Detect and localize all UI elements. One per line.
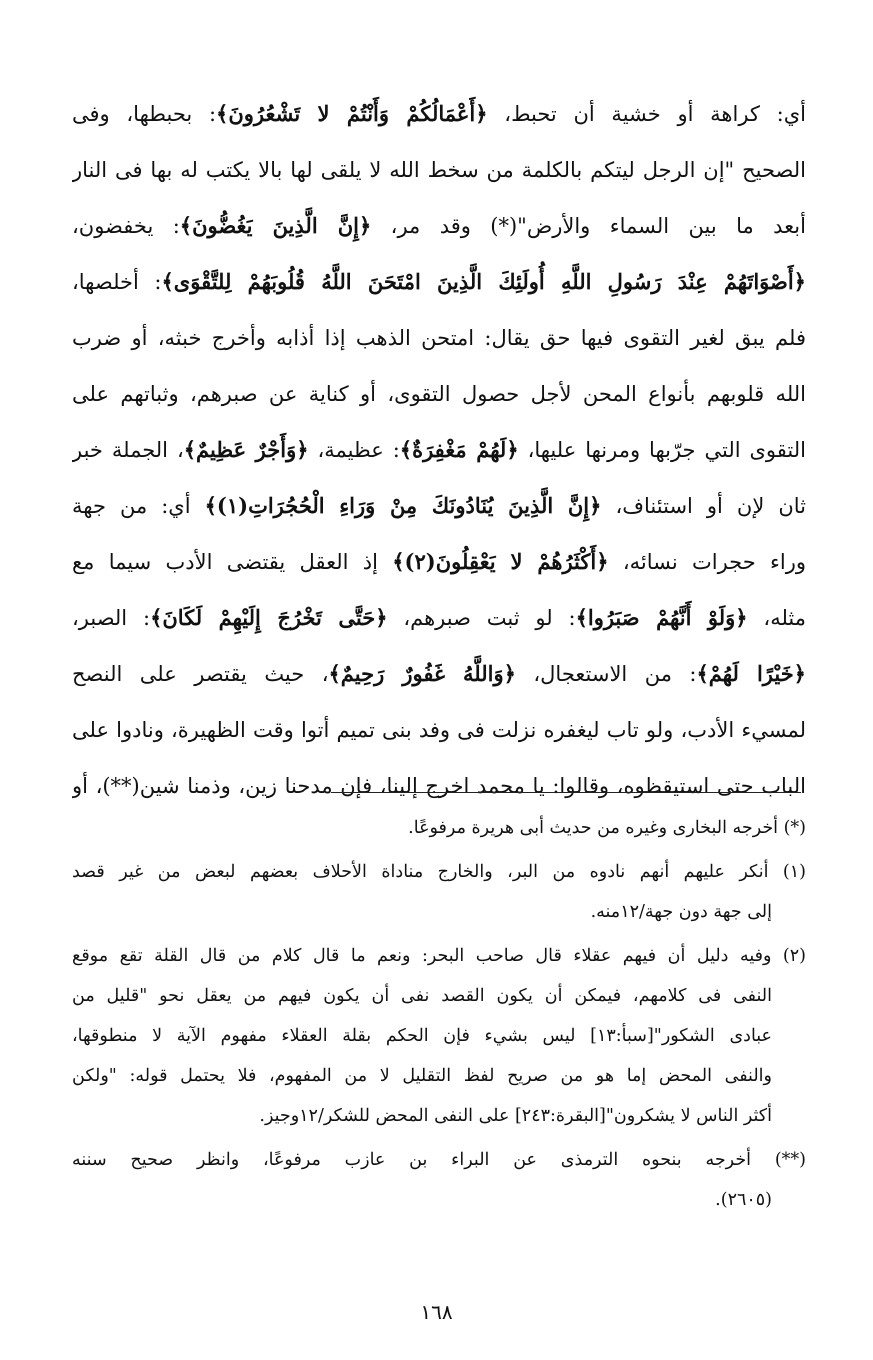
body-text: إذ العقل يقتضى الأدب سيما مع <box>72 550 393 574</box>
body-text: : الصبر، <box>72 606 151 630</box>
footnote-line: (١) أنكر عليهم أنهم نادوه من البر، والخارج مناداة الأحلاف بعضهم لبعض من غير قصد <box>72 862 806 882</box>
body-line <box>72 422 806 478</box>
body-text: أي: من جهة <box>72 494 205 518</box>
body-text: : بحبطها، وفى <box>72 102 217 126</box>
body-text: : أخلصها، <box>72 270 162 294</box>
quran-quote: ﴿أَكْثَرُهُمْ لا يَعْقِلُونَ(٢)﴾ <box>392 549 609 574</box>
footnotes <box>72 808 806 1224</box>
footnote-line: (**) أخرجه بنحوه الترمذى عن البراء بن عازب مرفوعًا، وانظر صحيح سننه <box>72 1150 806 1170</box>
quran-quote: ﴿خَيْرًا لَهُمْ﴾ <box>696 661 806 686</box>
body-line <box>72 758 806 814</box>
body-text: أبعد ما بين السماء والأرض"(*) وقد مر، <box>371 214 806 238</box>
body-text: : عظيمة، <box>308 438 400 462</box>
main-text <box>72 86 806 814</box>
body-line <box>72 534 806 590</box>
footnote <box>72 808 806 848</box>
quran-quote: ﴿لَهُمْ مَغْفِرَةٌ﴾ <box>399 437 519 462</box>
body-text: : لو ثبت صبرهم، <box>387 606 576 630</box>
footnote-line: والنفى المحض إما هو من صريح لفظ التقليل لا من المفهوم، فلا يحتمل قوله: "ولكن <box>72 1066 772 1086</box>
quran-quote: ﴿وَلَوْ أَنَّهُمْ صَبَرُوا﴾ <box>575 605 748 630</box>
footnote-line: أكثر الناس لا يشكرون"[البقرة:٢٤٣] على النفى المحض للشكر/١٢وجيز. <box>259 1106 772 1126</box>
body-text: : يخفضون، <box>72 214 180 238</box>
body-line <box>72 366 806 422</box>
body-text: ، الجملة خبر <box>72 438 184 462</box>
footnote <box>72 936 806 1136</box>
body-line <box>72 198 806 254</box>
body-line <box>72 702 806 758</box>
body-text: أي: كراهة أو خشية أن تحبط، <box>487 102 806 126</box>
quran-quote: ﴿أَصْوَاتَهُمْ عِنْدَ رَسُولِ اللَّهِ أُولَئِكَ الَّذِينَ امْتَحَنَ اللَّهُ قُلُوبَهُمْ لِلتَّقْوَى﴾ <box>161 269 806 294</box>
body-text: الله قلوبهم بأنواع المحن لأجل حصول التقوى، أو كناية عن صبرهم، وثباتهم على <box>72 382 806 406</box>
body-line <box>72 254 806 310</box>
body-line <box>72 310 806 366</box>
body-line <box>72 478 806 534</box>
body-text: فلم يبق لغير التقوى فيها حق يقال: امتحن الذهب إذا أذابه وأخرج خبثه، أو ضرب <box>72 326 806 350</box>
footnote-line: عبادى الشكور"[سبأ:١٣] ليس بشيء فإن الحكم بقلة العقلاء مفهوم الآية لا منطوقها، <box>72 1026 772 1046</box>
footnote-divider <box>331 792 801 793</box>
quran-quote: ﴿أَعْمَالُكُمْ وَأَنْتُمْ لا تَشْعُرُونَ﴾ <box>216 101 488 126</box>
body-line <box>72 646 806 702</box>
body-line <box>72 590 806 646</box>
body-text: الصحيح "إن الرجل ليتكم بالكلمة من سخط الله لا يلقى لها بالا يكتب له بها فى النار <box>72 158 806 182</box>
footnote <box>72 1140 806 1220</box>
body-text: لمسيء الأدب، ولو تاب ليغفره نزلت فى وفد بنى تميم أتوا وقت الظهيرة، ونادوا على <box>72 718 806 742</box>
body-text: : من الاستعجال، <box>515 662 697 686</box>
body-text: ، حيث يقتصر على النصح <box>72 662 329 686</box>
footnote-line: (*) أخرجه البخارى وغيره من حديث أبى هريرة مرفوعًا. <box>408 818 806 838</box>
quran-quote: ﴿إِنَّ الَّذِينَ يَغُضُّونَ﴾ <box>179 213 372 238</box>
body-text: ثان لإن أو استئناف، <box>601 494 806 518</box>
footnote-line: (٢٦٠٥). <box>715 1190 772 1210</box>
body-text: مثله، <box>747 606 806 630</box>
body-line <box>72 142 806 198</box>
footnote <box>72 852 806 932</box>
body-line <box>72 86 806 142</box>
quran-quote: ﴿وَاللَّهُ غَفُورٌ رَحِيمٌ﴾ <box>328 661 516 686</box>
body-text: وراء حجرات نسائه، <box>608 550 806 574</box>
page-number: ١٦٨ <box>420 1300 453 1324</box>
footnote-line: إلى جهة دون جهة/١٢منه. <box>590 902 772 922</box>
body-text: الباب حتى استيقظوه، وقالوا: يا محمد اخرج إلينا، فإن مدحنا زين، وذمنا شين(**)، أو <box>72 774 806 798</box>
body-text: التقوى التي جرّبها ومرنها عليها، <box>518 438 806 462</box>
quran-quote: ﴿حَتَّى تَخْرُجَ إِلَيْهِمْ لَكَانَ﴾ <box>150 605 388 630</box>
quran-quote: ﴿إِنَّ الَّذِينَ يُنَادُونَكَ مِنْ وَرَاءِ الْحُجُرَاتِ(١)﴾ <box>204 493 602 518</box>
footnote-line: النفى فى كلامهم، فيمكن أن يكون القصد نفى أن يكون فيهم من يعقل نحو "قليل من <box>72 986 772 1006</box>
quran-quote: ﴿وَأَجْرٌ عَظِيمٌ﴾ <box>183 437 309 462</box>
footnote-line: (٢) وفيه دليل أن فيهم عقلاء قال صاحب البحر: ونعم ما قال كلام من قال القلة تقع موقع <box>72 946 806 966</box>
